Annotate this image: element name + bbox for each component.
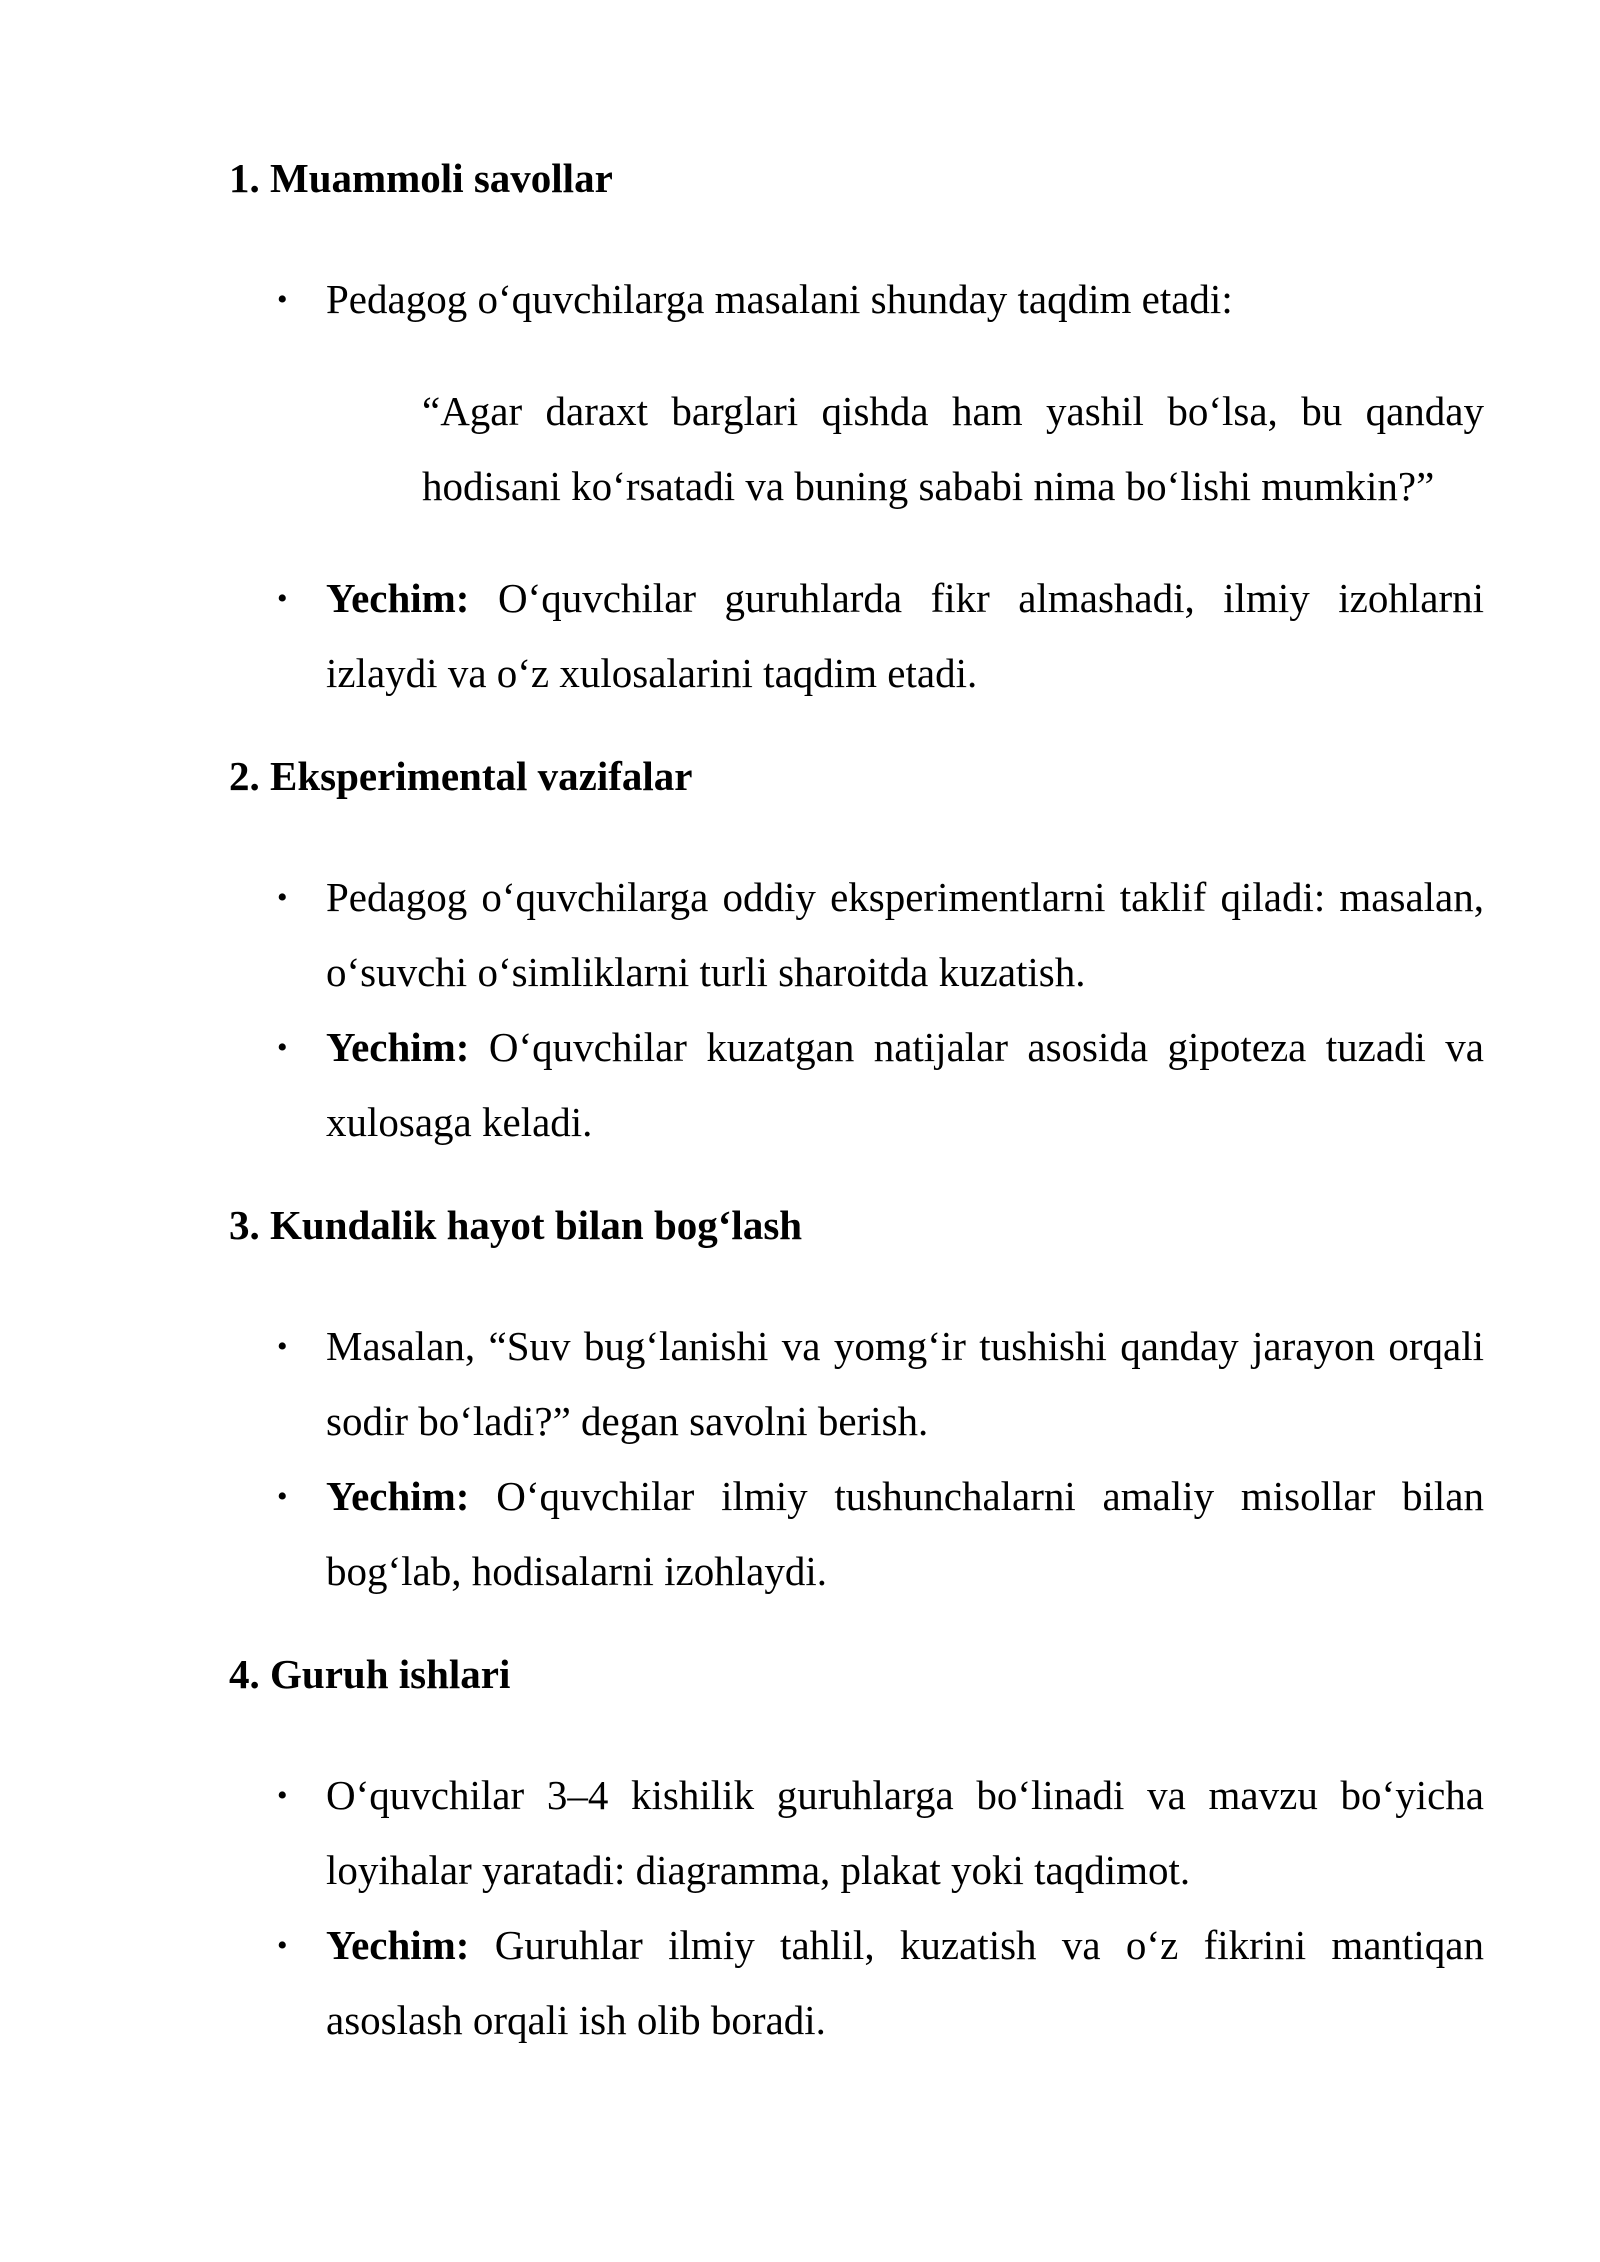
section-heading: 3. Kundalik hayot bilan bog‘lash [229, 1202, 803, 1248]
list-item-text: O‘quvchilar 3–4 kishilik guruhlarga bo‘linadi va mavzu bo‘yicha loyihalar yaratadi: diagramma, plakat yoki taqdimot. [326, 1772, 1484, 1893]
bullet-icon: • [277, 1330, 288, 1363]
list-item [229, 1758, 1484, 1908]
section-heading: 1. Muammoli savollar [229, 155, 613, 201]
section-heading: 2. Eksperimental vazifalar [229, 753, 693, 799]
bullet-icon: • [277, 283, 288, 316]
list-item [229, 262, 1484, 337]
list-item-text: O‘quvchilar kuzatgan natijalar asosida gipoteza tuzadi va xulosaga keladi. [326, 1024, 1484, 1145]
bullet-icon: • [277, 881, 288, 914]
section-kundalik-hayot [229, 1197, 1484, 1646]
bullet-list [229, 1758, 1484, 2058]
bullet-icon: • [277, 1031, 288, 1064]
bullet-list [229, 860, 1484, 1160]
section-muammoli-savollar [229, 150, 1484, 748]
section-eksperimental-vazifalar [229, 748, 1484, 1197]
list-item-yechim [229, 1010, 1484, 1160]
document-content [229, 150, 1484, 2058]
quote-block: “Agar daraxt barglari qishda ham yashil bo‘lsa, bu qanday hodisani ko‘rsatadi va buning sababi nima bo‘lishi mumkin?” [422, 388, 1484, 509]
bullet-icon: • [277, 1929, 288, 1962]
bullet-icon: • [277, 582, 288, 615]
yechim-label: Yechim: [326, 1473, 470, 1519]
yechim-label: Yechim: [326, 1922, 470, 1968]
yechim-label: Yechim: [326, 1024, 470, 1070]
list-item-yechim [229, 1908, 1484, 2058]
yechim-label: Yechim: [326, 575, 470, 621]
section-guruh-ishlari [229, 1646, 1484, 2058]
list-item-yechim [229, 1459, 1484, 1609]
list-item-text: Pedagog o‘quvchilarga oddiy eksperimentlarni taklif qiladi: masalan, o‘suvchi o‘simliklarni turli sharoitda kuzatish. [326, 874, 1484, 995]
list-item [229, 1309, 1484, 1459]
bullet-icon: • [277, 1779, 288, 1812]
bullet-list [229, 262, 1484, 337]
list-item-yechim [229, 561, 1484, 711]
section-heading: 4. Guruh ishlari [229, 1651, 511, 1697]
list-item-text: Guruhlar ilmiy tahlil, kuzatish va o‘z fikrini mantiqan asoslash orqali ish olib boradi. [326, 1922, 1484, 2043]
bullet-icon: • [277, 1480, 288, 1513]
bullet-list [229, 561, 1484, 711]
list-item-text: O‘quvchilar ilmiy tushunchalarni amaliy misollar bilan bog‘lab, hodisalarni izohlaydi. [326, 1473, 1484, 1594]
list-item-text: Masalan, “Suv bug‘lanishi va yomg‘ir tushishi qanday jarayon orqali sodir bo‘ladi?” degan savolni berish. [326, 1323, 1484, 1444]
list-item-text: O‘quvchilar guruhlarda fikr almashadi, ilmiy izohlarni izlaydi va o‘z xulosalarini taqdim etadi. [326, 575, 1484, 696]
bullet-list [229, 1309, 1484, 1609]
list-item [229, 860, 1484, 1010]
list-item-text: Pedagog o‘quvchilarga masalani shunday taqdim etadi: [326, 276, 1233, 322]
